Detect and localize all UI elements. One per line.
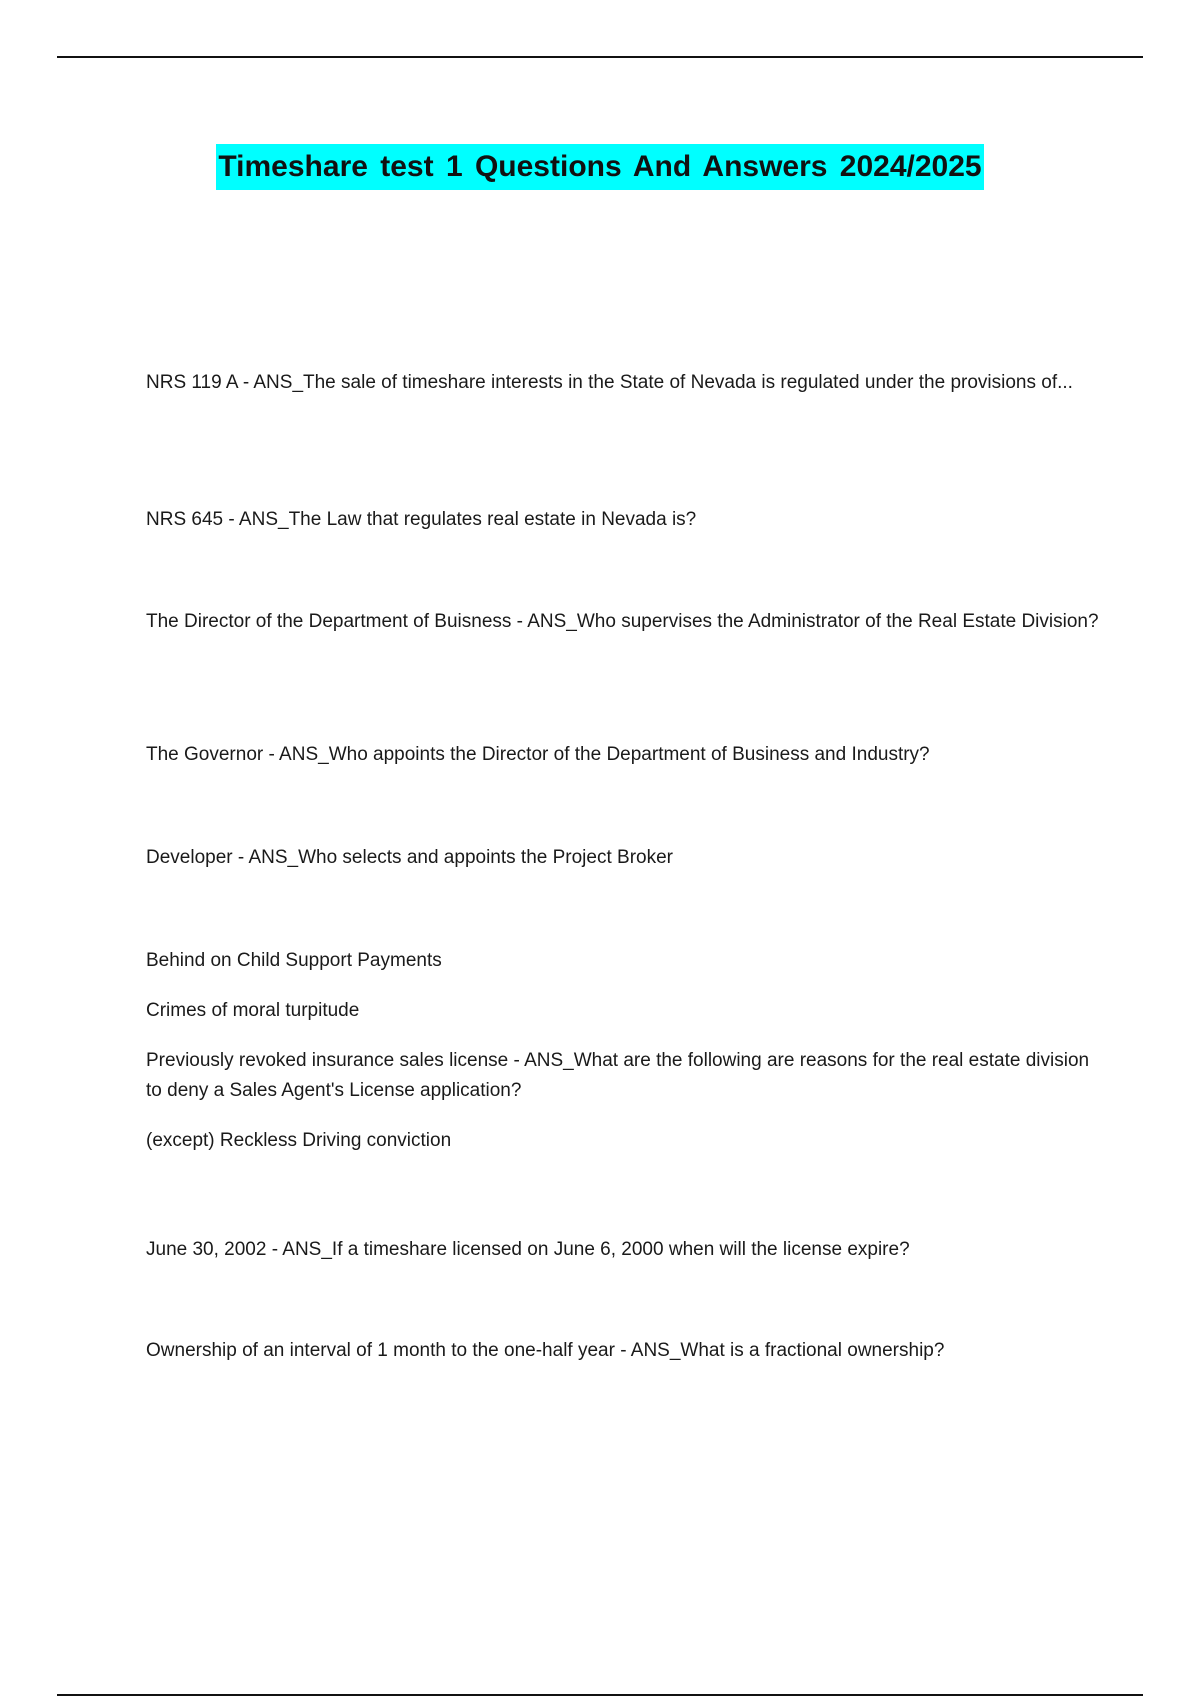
qa-text: The Director of the Department of Buisness - ANS_Who supervises the Administrator of the Real Estate Division? [146, 611, 1099, 632]
qa-text: Developer - ANS_Who selects and appoints the Project Broker [146, 847, 673, 868]
qa-entry [146, 1235, 1106, 1265]
qa-entry [146, 505, 1106, 535]
qa-line: (except) Reckless Driving conviction [146, 1130, 452, 1151]
qa-entry-multiline [146, 946, 1106, 1156]
qa-entry [146, 607, 1106, 637]
qa-line: Previously revoked insurance sales license - ANS_What are the following are reasons for the real estate division to deny a Sales Agent's License application? [146, 1050, 1090, 1101]
title-block [0, 144, 1200, 190]
qa-text: NRS 119 A - ANS_The sale of timeshare interests in the State of Nevada is regulated under the provisions of... [146, 372, 1073, 393]
qa-entry [146, 740, 1106, 770]
qa-line: Behind on Child Support Payments [146, 950, 442, 971]
qa-text: NRS 645 - ANS_The Law that regulates real estate in Nevada is? [146, 509, 697, 530]
qa-line: Crimes of moral turpitude [146, 1000, 360, 1021]
qa-text: The Governor - ANS_Who appoints the Director of the Department of Business and Industry? [146, 744, 930, 765]
qa-entry [146, 1336, 1106, 1366]
bottom-rule [57, 1694, 1143, 1696]
document-title: Timeshare test 1 Questions And Answers 2024/2025 [216, 144, 983, 190]
qa-entry [146, 843, 1106, 873]
qa-text: June 30, 2002 - ANS_If a timeshare licensed on June 6, 2000 when will the license expire? [146, 1239, 910, 1260]
qa-text: Ownership of an interval of 1 month to the one-half year - ANS_What is a fractional ownership? [146, 1340, 945, 1361]
top-rule [57, 56, 1143, 58]
qa-entry [146, 368, 1106, 398]
